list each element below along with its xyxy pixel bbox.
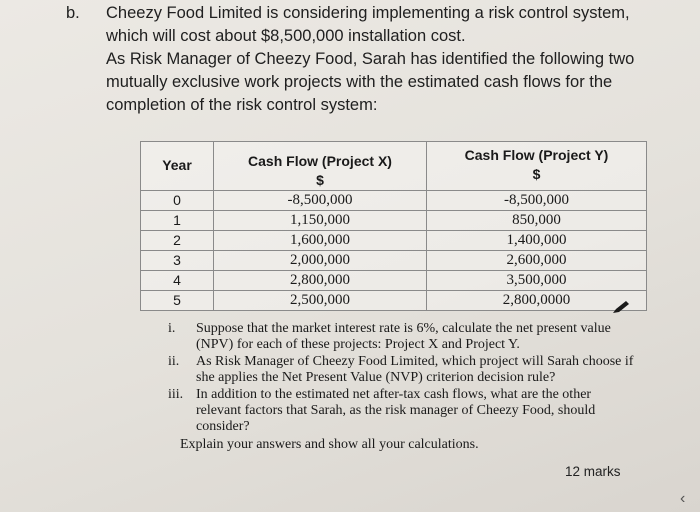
table-row bbox=[141, 291, 647, 311]
year-cell: 5 bbox=[141, 291, 214, 311]
marks-label: 12 marks bbox=[565, 464, 621, 479]
question-item bbox=[168, 354, 638, 386]
header-year: Year bbox=[141, 142, 214, 191]
cash-flow-table bbox=[140, 141, 647, 311]
y-cell: 850,000 bbox=[427, 211, 647, 231]
x-cell: 2,000,000 bbox=[214, 251, 427, 271]
question-text: As Risk Manager of Cheezy Food Limited, which project will Sarah choose if she applies the Net Present Value (NVP) criterion decision rule? bbox=[196, 354, 634, 385]
question-number: iii. bbox=[168, 387, 184, 402]
header-project-y: Cash Flow (Project Y) $ bbox=[427, 142, 647, 191]
header-project-x: Cash Flow (Project X) $ bbox=[214, 142, 427, 191]
table-header-row bbox=[141, 142, 647, 191]
question-number: ii. bbox=[168, 354, 180, 369]
y-cell: -8,500,000 bbox=[427, 191, 647, 211]
table-row bbox=[141, 191, 647, 211]
year-cell: 0 bbox=[141, 191, 214, 211]
year-cell: 2 bbox=[141, 231, 214, 251]
table-row bbox=[141, 271, 647, 291]
x-cell: 1,150,000 bbox=[214, 211, 427, 231]
x-cell: 2,800,000 bbox=[214, 271, 427, 291]
x-cell: 2,500,000 bbox=[214, 291, 427, 311]
table-row bbox=[141, 231, 647, 251]
table-row bbox=[141, 251, 647, 271]
question-text: In addition to the estimated net after-tax cash flows, what are the other relevant factors that Sarah, as the risk manager of Cheezy Food, should consider? bbox=[196, 387, 596, 434]
explain-instruction: Explain your answers and show all your calculations. bbox=[180, 437, 479, 452]
table-row bbox=[141, 211, 647, 231]
pencil-icon bbox=[612, 300, 630, 319]
year-cell: 3 bbox=[141, 251, 214, 271]
y-cell: 2,600,000 bbox=[427, 251, 647, 271]
currency-y: $ bbox=[532, 166, 541, 182]
questions-block bbox=[168, 321, 638, 453]
intro-line-1: Cheezy Food Limited is considering implementing a risk control system, which will cost about $8,500,000 installation cost. bbox=[106, 4, 630, 45]
x-cell: -8,500,000 bbox=[214, 191, 427, 211]
x-cell: 1,600,000 bbox=[214, 231, 427, 251]
year-cell: 4 bbox=[141, 271, 214, 291]
part-label: b. bbox=[66, 4, 80, 22]
y-cell: 1,400,000 bbox=[427, 231, 647, 251]
intro-block bbox=[66, 2, 666, 117]
intro-line-2: As Risk Manager of Cheezy Food, Sarah has identified the following two mutually exclusive work projects with the estimated cash flows for the completion of the risk control system: bbox=[106, 50, 635, 114]
question-text: Suppose that the market interest rate is 6%, calculate the net present value (NPV) for each of these projects: Project X and Project Y. bbox=[196, 321, 611, 352]
question-item bbox=[168, 321, 638, 353]
year-cell: 1 bbox=[141, 211, 214, 231]
question-item bbox=[168, 387, 638, 435]
currency-x: $ bbox=[316, 172, 324, 188]
question-number: i. bbox=[168, 321, 176, 336]
chevron-left-icon[interactable]: ‹ bbox=[680, 490, 686, 507]
y-cell: 2,800,0000 bbox=[427, 291, 647, 311]
y-cell: 3,500,000 bbox=[427, 271, 647, 291]
